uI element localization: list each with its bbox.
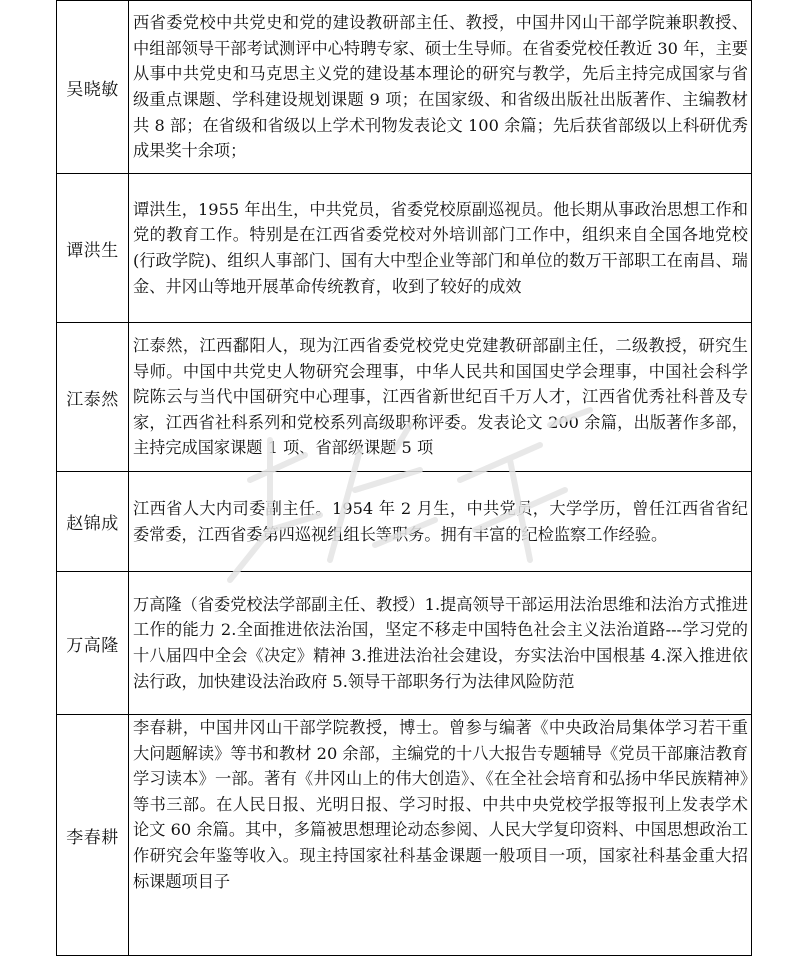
name-cell: 李春耕 (57, 715, 129, 956)
name-cell: 江泰然 (57, 323, 129, 472)
table-row (57, 472, 752, 572)
bio-text: 谭洪生，1955 年出生，中共党员，省委党校原副巡视员。他长期从事政治思想工作和党的教育工作。特别是在江西省委党校对外培训部门工作中，组织来自全国各地党校(行政学院)、组织人事部门、国有大中型企业等部门和单位的数万干部职工在南昌、瑞金、井冈山等地开展革命传统教育，收到了较好的成效 (133, 199, 748, 296)
table-row (57, 323, 752, 472)
bio-cell (129, 174, 752, 323)
bio-cell (129, 472, 752, 572)
document-page (56, 0, 752, 956)
table-row (57, 174, 752, 323)
name-cell: 万高隆 (57, 572, 129, 715)
table-row (57, 715, 752, 956)
bio-text: 西省委党校中共党史和党的建设教研部主任、教授，中国井冈山干部学院兼职教授、中组部领导干部考试测评中心特聘专家、硕士生导师。在省委党校任教近 30 年，主要从事中共党史和马克思主义党的建设基本理论的研究与教学，先后主持完成国家与省级重点课题、学科建设规划课题 9 项；在国家级、和省级出版社出版著作、主编教材共 8 部；在省级和省级以上学术刊物发表论文 100 余篇；先后获省部级以上科研优秀成果奖十余项； (133, 13, 748, 161)
bio-cell (129, 323, 752, 472)
expert-roster-table (56, 0, 752, 956)
name-cell: 谭洪生 (57, 174, 129, 323)
bio-text: 江西省人大内司委副主任。1954 年 2 月生，中共党员，大学学历，曾任江西省省纪委常委，江西省委第四巡视组组长等职务。拥有丰富的纪检监察工作经验。 (133, 498, 748, 544)
name-cell: 吴晓敏 (57, 1, 129, 174)
bio-cell (129, 715, 752, 956)
bio-cell (129, 572, 752, 715)
bio-text: 江泰然，江西鄱阳人，现为江西省委党校党史党建教研部副主任，二级教授，研究生导师。中国中共党史人物研究会理事，中华人民共和国国史学会理事，中国社会科学院陈云与当代中国研究中心理事，江西省新世纪百千万人才，江西省优秀社科普及专家，江西省社科系列和党校系列高级职称评委。发表论文 200 余篇，出版著作多部，主持完成国家课题 1 项、省部级课题 5 项 (133, 336, 748, 458)
bio-cell (129, 1, 752, 174)
name-cell: 赵锦成 (57, 472, 129, 572)
bio-text: 万高隆（省委党校法学部副主任、教授）1.提高领导干部运用法治思维和法治方式推进工作的能力 2.全面推进依法治国，坚定不移走中国特色社会主义法治道路---学习党的十八届四中全会《决定》精神 3.推进法治社会建设，夯实法治中国根基 4.深入推进依法行政，加快建设法治政府 5.领导干部职务行为法律风险防范 (133, 594, 748, 691)
bio-text: 李春耕，中国井冈山干部学院教授，博士。曾参与编著《中央政治局集体学习若干重大问题解读》等书和教材 20 余部，主编党的十八大报告专题辅导《党员干部廉洁教育学习读本》一部。著有《井冈山上的伟大创造》、《在全社会培育和弘扬中华民族精神》等书三部。在人民日报、光明日报、学习时报、中共中央党校学报等报刊上发表学术论文 60 余篇。其中，多篇被思想理论动态参阅、人民大学复印资料、中国思想政治工作研究会年鉴等收入。现主持国家社科基金课题一般项目一项，国家社科基金重大招标课题项目子 (133, 718, 748, 891)
table-row (57, 572, 752, 715)
table-row (57, 1, 752, 174)
